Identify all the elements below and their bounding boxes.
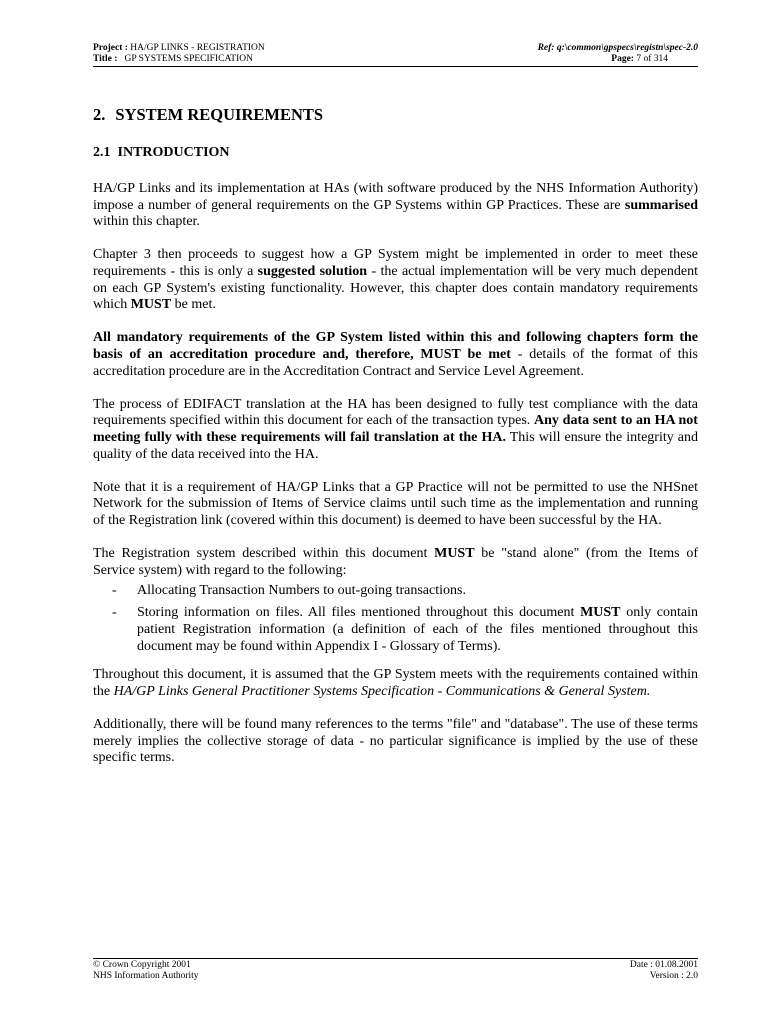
section-title: SYSTEM REQUIREMENTS <box>115 105 324 124</box>
page-number <box>468 54 698 65</box>
paragraph-1 <box>93 181 698 231</box>
footer-version: Version : 2.0 <box>649 971 698 981</box>
paragraph-6 <box>93 546 698 579</box>
p7-text: Throughout this document, it is assumed that the GP System meets with the requirements contained within the <box>93 667 698 699</box>
bullet-2-text-end: only contain patient Registration information (a definition of each of the files mentioned throughout this document may be found within Appendix I - Glossary of Terms). <box>137 605 698 654</box>
bullet-2-text: Storing information on files. All files mentioned throughout this document <box>137 605 581 621</box>
footer-date: Date : 01.08.2001 <box>629 960 698 970</box>
list-item <box>93 605 698 655</box>
p1-text-end: within this chapter. <box>93 214 200 230</box>
paragraph-2 <box>93 247 698 313</box>
page-key: Page: <box>611 54 634 64</box>
subsection-heading <box>93 145 230 161</box>
title-line <box>93 54 468 65</box>
footer-organisation: NHS Information Authority <box>93 971 199 981</box>
p6-text-end: be "stand alone" (from the Items of Service system) with regard to the following: <box>93 546 698 578</box>
copyright-notice: © Crown Copyright 2001 <box>93 960 191 970</box>
p3-text: - details of the format of this accreditation procedure are in the Accreditation Contract and Service Level Agreement. <box>93 346 698 379</box>
page-footer <box>93 960 698 982</box>
p1-bold: summarised <box>624 197 698 213</box>
project-key: Project : <box>93 43 128 53</box>
paragraph-4 <box>93 397 698 463</box>
section-number: 2. <box>93 105 106 124</box>
paragraph-5: Note that it is a requirement of HA/GP Links that a GP Practice will not be permitted to use the NHSnet Network for the submission of Items of Service claims until such time as the implementation and running of the Registration link (covered within this document) is deemed to have been successful by the HA. <box>93 479 698 528</box>
list-item <box>93 583 698 600</box>
p6-text: The Registration system described within this document <box>93 546 435 562</box>
p6-must: MUST <box>434 546 475 562</box>
paragraph-8: Additionally, there will be found many references to the terms "file" and "database". The use of these terms merely implies the collective storage of data - no particular significance is implied by the use of these specific terms. <box>93 717 698 766</box>
p1-text: HA/GP Links and its implementation at HAs (with software produced by the NHS Information Authority) impose a number of general requirements on the GP Systems within GP Practices. These are <box>93 181 698 213</box>
title-value: GP SYSTEMS SPECIFICATION <box>124 54 253 64</box>
page-header <box>93 43 698 65</box>
p2-must: MUST <box>130 297 172 313</box>
bullet-1-text: Allocating Transaction Numbers to out-going transactions. <box>137 582 466 598</box>
header-rule <box>93 66 698 67</box>
subsection-number: 2.1 <box>93 145 111 160</box>
p2-text-end: be met. <box>171 297 216 313</box>
p3-bold: All mandatory requirements of the GP System listed within this and following chapters form the basis of an accreditation procedure and, therefore, MUST be met <box>93 330 698 362</box>
p7-text-end: . <box>646 683 651 699</box>
bullet-2-must: MUST <box>580 605 621 621</box>
bullet-dash: - <box>112 582 117 598</box>
p4-bold: Any data sent to an HA not meeting fully with these requirements will fail translation at the HA. <box>93 413 698 445</box>
paragraph-3 <box>93 330 698 380</box>
page-value: 7 of 314 <box>636 54 668 64</box>
project-value: HA/GP LINKS - REGISTRATION <box>130 43 265 53</box>
p4-text: The process of EDIFACT translation at the HA has been designed to fully test compliance with the data requirements specified within this document for each of the transaction types. <box>93 396 698 429</box>
footer-rule <box>93 958 698 959</box>
project-line <box>93 43 498 54</box>
p2-bold: suggested solution <box>257 263 368 279</box>
p7-italic-spec-title: HA/GP Links General Practitioner Systems Specification - Communications & General System <box>113 683 647 699</box>
body-text <box>93 181 698 783</box>
p2-text: Chapter 3 then proceeds to suggest how a GP System might be implemented in order to meet these requirements - this is only a <box>93 247 698 279</box>
title-key: Title : <box>93 54 118 64</box>
bullet-dash: - <box>112 605 117 621</box>
requirements-list <box>93 583 698 655</box>
p4-text-end: This will ensure the integrity and quality of the data received into the HA. <box>93 429 698 462</box>
paragraph-7 <box>93 667 698 700</box>
reference-path: Ref: q:\common\gpspecs\registn\spec-2.0 <box>537 43 698 53</box>
subsection-title: INTRODUCTION <box>117 145 230 160</box>
section-heading <box>93 105 323 125</box>
p2-text-mid: - the actual implementation will be very much dependent on each GP System's existing functionality. However, this chapter does contain mandatory requirements which <box>93 263 699 313</box>
